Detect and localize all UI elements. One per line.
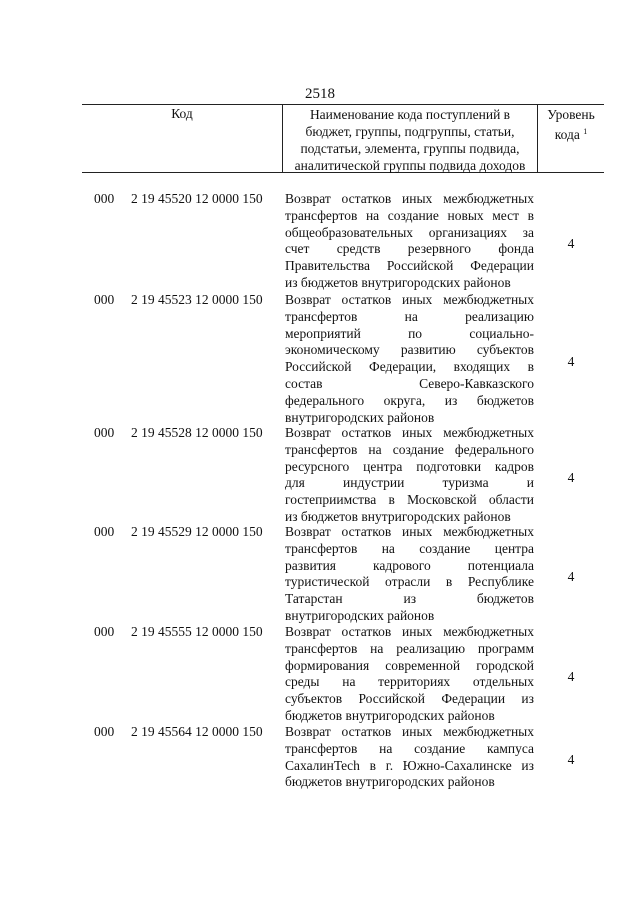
description-line: Возврат остатков иных межбюджетных bbox=[285, 292, 534, 307]
description-line: внутригородских районов bbox=[285, 409, 435, 425]
code-level: 4 bbox=[567, 353, 575, 369]
revenue-description bbox=[285, 724, 534, 791]
header-name-line: аналитической группы подвида доходов bbox=[294, 158, 526, 173]
admin-code: 000 bbox=[94, 292, 115, 307]
description-line: общеобразовательных организациях за bbox=[285, 224, 534, 240]
description-line: формирования современной городской bbox=[285, 657, 534, 673]
admin-code: 000 bbox=[94, 191, 115, 206]
header-code-label: Код bbox=[171, 106, 193, 121]
description-line: Возврат остатков иных межбюджетных bbox=[285, 425, 534, 440]
code-level: 4 bbox=[567, 752, 575, 768]
description-line: счет средств резервного фонда bbox=[285, 241, 534, 257]
description-line: трансфертов на создание федерального bbox=[285, 441, 534, 457]
header-name-line: подстатьи, элемента, группы подвида, bbox=[300, 141, 520, 156]
description-line: экономическому развитию субъектов bbox=[285, 342, 534, 358]
description-line: бюджетов внутригородских районов bbox=[285, 774, 495, 790]
revenue-code: 2 19 45529 12 0000 150 bbox=[131, 524, 263, 539]
description-line: федерального округа, из бюджетов bbox=[285, 392, 534, 408]
description-line: из бюджетов внутригородских районов bbox=[285, 508, 511, 524]
description-line: трансфертов на создание новых мест в bbox=[285, 207, 534, 223]
table-row bbox=[0, 425, 640, 526]
header-name-line: бюджет, группы, подгруппы, статьи, bbox=[305, 124, 515, 139]
description-line: Возврат остатков иных межбюджетных bbox=[285, 724, 534, 739]
revenue-code: 2 19 45520 12 0000 150 bbox=[131, 191, 263, 206]
description-line: трансфертов на создание кампуса bbox=[285, 740, 534, 756]
header-level-label: кода bbox=[554, 127, 580, 142]
description-line: развития кадрового потенциала bbox=[285, 557, 534, 573]
code-level: 4 bbox=[567, 236, 575, 251]
revenue-code: 2 19 45523 12 0000 150 bbox=[131, 292, 263, 307]
header-level-footnote: 1 bbox=[583, 127, 588, 136]
description-line: туристической отрасли в Республике bbox=[285, 574, 534, 590]
description-line: Возврат остатков иных межбюджетных bbox=[285, 524, 534, 539]
admin-code: 000 bbox=[94, 724, 115, 739]
revenue-code: 2 19 45528 12 0000 150 bbox=[131, 425, 263, 440]
header-name-line: Наименование кода поступлений в bbox=[309, 107, 511, 122]
header-level-line1: Уровень bbox=[547, 107, 595, 122]
admin-code: 000 bbox=[94, 524, 115, 539]
table-row bbox=[0, 724, 640, 791]
description-line: мероприятий по социально- bbox=[285, 325, 534, 341]
header-name-cell bbox=[282, 105, 538, 173]
description-line: Российской Федерации, входящих в bbox=[285, 359, 534, 375]
description-line: трансфертов на создание центра bbox=[285, 540, 534, 556]
table-row bbox=[0, 292, 640, 426]
table-row bbox=[0, 624, 640, 725]
code-level: 4 bbox=[567, 569, 575, 584]
description-line: внутригородских районов bbox=[285, 607, 435, 623]
description-line: ресурсного центра подготовки кадров bbox=[285, 458, 534, 474]
revenue-description bbox=[285, 524, 534, 625]
revenue-description bbox=[285, 624, 534, 725]
description-line: Возврат остатков иных межбюджетных bbox=[285, 624, 534, 639]
revenue-code: 2 19 45564 12 0000 150 bbox=[131, 724, 263, 739]
revenue-description bbox=[285, 292, 534, 426]
code-level: 4 bbox=[567, 470, 575, 485]
header-code-cell bbox=[82, 105, 282, 173]
table-row bbox=[0, 191, 640, 292]
page-number: 2518 bbox=[305, 86, 335, 102]
table-header bbox=[82, 104, 604, 173]
description-line: трансфертов на реализацию программ bbox=[285, 640, 534, 656]
description-line: субъектов Российской Федерации из bbox=[285, 691, 534, 707]
description-line: Правительства Российской Федерации bbox=[285, 258, 534, 274]
description-line: трансфертов на реализацию bbox=[285, 308, 534, 324]
header-level-line2 bbox=[538, 123, 604, 143]
description-line: Возврат остатков иных межбюджетных bbox=[285, 191, 534, 206]
description-line: для индустрии туризма и bbox=[285, 475, 534, 491]
description-line: гостеприимства в Московской области bbox=[285, 492, 534, 508]
description-line: СахалинTech в г. Южно-Сахалинске из bbox=[285, 757, 534, 773]
description-line: бюджетов внутригородских районов bbox=[285, 707, 495, 723]
description-line: состав Северо-Кавказского bbox=[285, 375, 534, 391]
description-line: среды на территориях отдельных bbox=[285, 674, 534, 690]
code-level: 4 bbox=[567, 669, 575, 684]
table-row bbox=[0, 524, 640, 625]
header-level-cell bbox=[538, 105, 604, 173]
description-line: Татарстан из бюджетов bbox=[285, 591, 534, 607]
revenue-code: 2 19 45555 12 0000 150 bbox=[131, 624, 263, 639]
admin-code: 000 bbox=[94, 425, 115, 440]
description-line: из бюджетов внутригородских районов bbox=[285, 274, 511, 290]
admin-code: 000 bbox=[94, 624, 115, 639]
revenue-description bbox=[285, 191, 534, 292]
revenue-description bbox=[285, 425, 534, 526]
